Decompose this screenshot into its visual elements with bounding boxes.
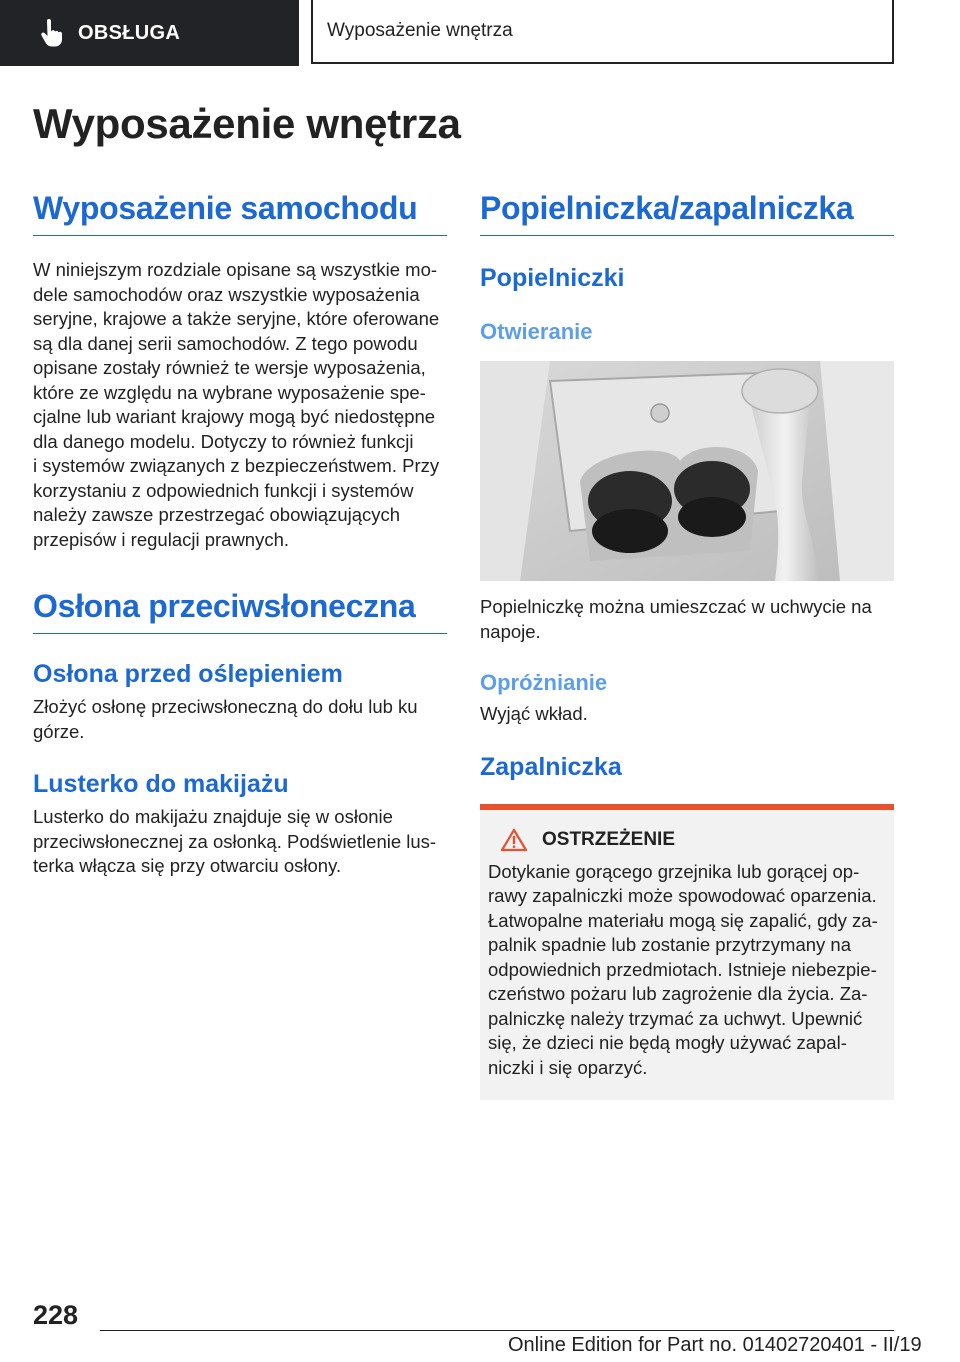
opening-text: Popielniczkę można umieszczać w uchwycie na napoje. xyxy=(480,596,872,642)
warning-triangle-icon xyxy=(500,828,528,852)
vanity-mirror-text: Lusterko do makijażu znajduje się w osłonie przeciwsłonecznej za osłonką. Podświetlenie lus- terka włącza się przy otwarciu osłony. xyxy=(33,806,437,876)
hand-pointer-icon xyxy=(38,19,64,47)
chapter-tab-label: Wyposażenie wnętrza xyxy=(327,20,513,41)
header-bar xyxy=(0,0,960,66)
warning-text: Dotykanie gorącego grzejnika lub gorącej op- rawy zapalniczki może spowodować oparzenia. Łatwopalne materiału mogą się zapalić, gdy za- palnik spadnie lub zostanie przytrzymany na odpowiednich przedmiotach. Istnieje niebezpie- czeństwo pożaru lub zagrożenie dla życia. Za- palniczkę należy trzymać za uchwyt. Upewnić się, że dzieci nie będą mogły używać zapal- niczki i się oparzyć. xyxy=(488,860,878,1078)
page-title: Wyposażenie wnętrza xyxy=(33,100,461,147)
section-tab[interactable] xyxy=(0,0,299,66)
right-column xyxy=(480,190,894,1100)
heading-sun-visor: Osłona przeciwsłoneczna xyxy=(33,588,447,634)
section-tab-label: OBSŁUGA xyxy=(78,21,181,44)
footer-divider xyxy=(100,1330,894,1331)
warning-box xyxy=(480,804,894,1101)
heading-opening: Otwieranie xyxy=(480,319,593,344)
edition-note: Online Edition for Part no. 01402720401 - II/19 xyxy=(508,1334,922,1356)
warning-header xyxy=(500,828,886,852)
glare-shield-text: Złożyć osłonę przeciwsłoneczną do dołu lub ku górze. xyxy=(33,696,418,742)
left-column xyxy=(33,190,447,879)
heading-vehicle-equipment: Wyposażenie samochodu xyxy=(33,190,447,236)
heading-vanity-mirror: Lusterko do makijażu xyxy=(33,770,289,798)
vehicle-equipment-text: W niniejszym rozdziale opisane są wszystkie mo- dele samochodów oraz wszystkie wyposażenia seryjne, krajowe a także seryjne, które oferowane są dla danej serii samochodów. Z tego powodu opisane zostały również te wersje wyposażenia, które ze względu na wybrane wyposażenie spe- cjalne lub wariant krajowy mogą być niedostępne dla danego modelu. Dotyczy to również funkcji i systemów związanych z bezpieczeństwem. Przy korzystaniu z odpowiednich funkcji i systemów należy zawsze przestrzegać obowiązujących przepisów i regulacji prawnych. xyxy=(33,259,440,550)
heading-cigarette-lighter: Zapalniczka xyxy=(480,752,622,781)
cup-holder-photo xyxy=(480,361,894,581)
heading-glare-shield: Osłona przed oślepieniem xyxy=(33,660,343,688)
warning-title: OSTRZEŻENIE xyxy=(542,828,676,850)
emptying-text: Wyjąć wkład. xyxy=(480,703,588,724)
page-number: 228 xyxy=(33,1300,79,1330)
heading-ashtrays: Popielniczki xyxy=(480,264,625,292)
heading-emptying: Opróżnianie xyxy=(480,670,608,695)
heading-ashtray-lighter: Popielniczka/zapalniczka xyxy=(480,190,894,236)
chapter-tab[interactable] xyxy=(311,0,894,64)
